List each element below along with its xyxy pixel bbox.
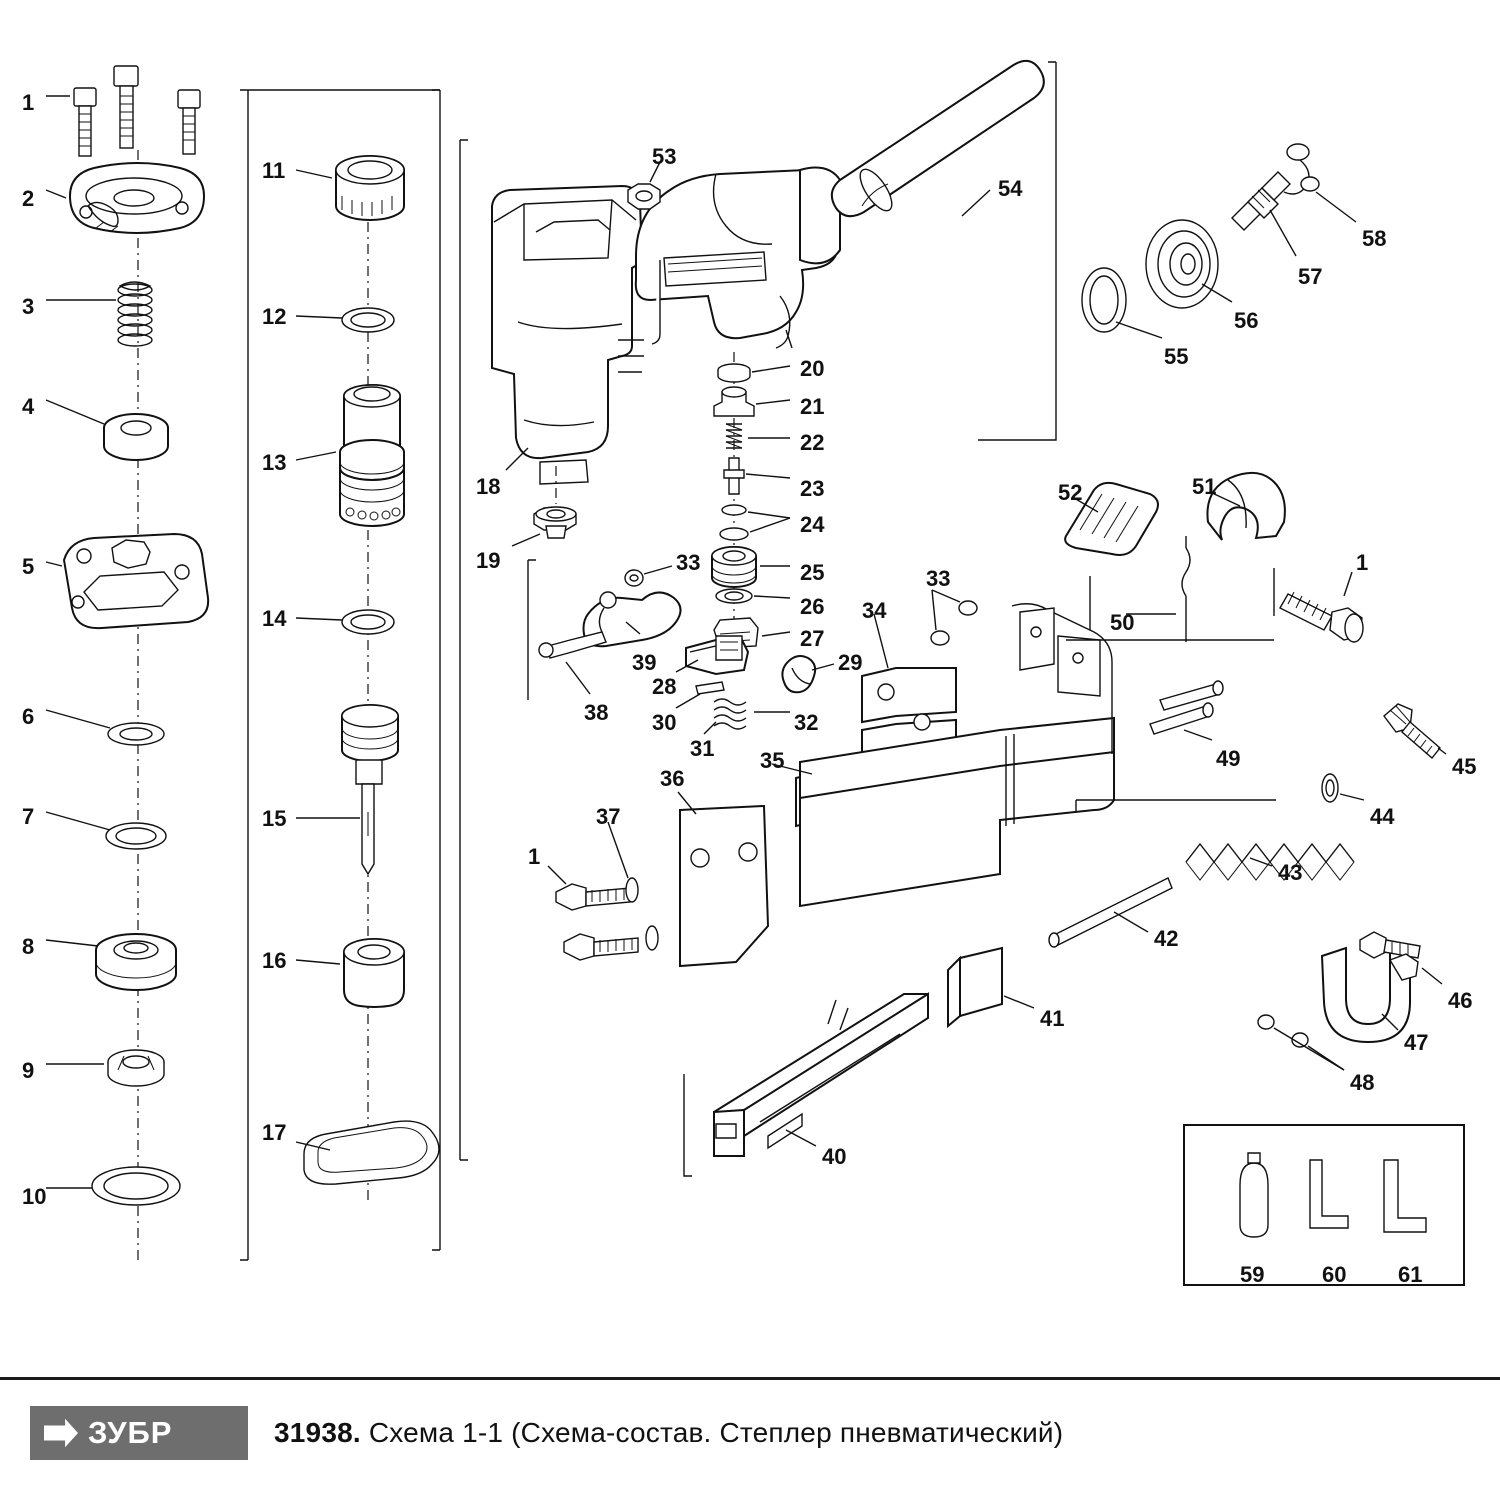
bracket-38 bbox=[528, 560, 536, 700]
part-18-housing bbox=[492, 186, 644, 484]
callout-15: 15 bbox=[262, 806, 287, 831]
callout-9: 9 bbox=[22, 1058, 35, 1083]
callout-21: 21 bbox=[800, 394, 825, 419]
part-15-driver-blade bbox=[296, 705, 398, 874]
callout-27: 27 bbox=[800, 626, 825, 651]
part-25-valve-seat bbox=[712, 547, 790, 587]
part-53-nut bbox=[628, 162, 660, 209]
callout-40: 40 bbox=[822, 1144, 847, 1169]
callout-11: 11 bbox=[262, 158, 286, 183]
callout-12: 12 bbox=[262, 304, 287, 329]
callout-36: 36 bbox=[660, 766, 685, 791]
part-49-pins bbox=[1150, 681, 1223, 740]
callout-60: 60 bbox=[1322, 1262, 1347, 1287]
part-43-spring bbox=[1186, 844, 1354, 880]
callout-50: 50 bbox=[1110, 610, 1135, 635]
part-57-fitting bbox=[1232, 172, 1296, 256]
callout-33: 33 bbox=[676, 550, 701, 575]
part-11-cap bbox=[296, 156, 404, 220]
callout-5: 5 bbox=[22, 554, 35, 579]
callout-20: 20 bbox=[800, 356, 825, 381]
callout-53: 53 bbox=[652, 144, 677, 169]
callout-58: 58 bbox=[1362, 226, 1387, 251]
part-45-screw bbox=[1384, 704, 1446, 758]
bracket-40 bbox=[684, 1074, 692, 1176]
part-37-washers bbox=[608, 822, 658, 950]
part-14-oring bbox=[296, 610, 394, 634]
callout-47: 47 bbox=[1404, 1030, 1429, 1055]
part-28-lever bbox=[676, 636, 748, 674]
part-4-washer bbox=[46, 400, 168, 460]
callout-16: 16 bbox=[262, 948, 287, 973]
callout-25: 25 bbox=[800, 560, 825, 585]
part-20-washer bbox=[718, 364, 790, 382]
part-23-stem bbox=[724, 458, 790, 494]
callout-43: 43 bbox=[1278, 860, 1303, 885]
part-26-washer bbox=[716, 589, 790, 603]
callout-24: 24 bbox=[800, 512, 825, 537]
part-7-oring bbox=[46, 812, 166, 849]
part-21-valve bbox=[714, 387, 790, 416]
part-33-pin-left bbox=[625, 566, 672, 586]
callout-28: 28 bbox=[652, 674, 677, 699]
part-16-bumper bbox=[296, 939, 404, 1007]
callout-45: 45 bbox=[1452, 754, 1477, 779]
part-56-cap bbox=[1146, 220, 1232, 308]
callout-38: 38 bbox=[584, 700, 609, 725]
callout-2: 2 bbox=[22, 186, 35, 211]
diagram-code: 31938. bbox=[274, 1417, 361, 1448]
callout-49: 49 bbox=[1216, 746, 1241, 771]
callout-29: 29 bbox=[838, 650, 863, 675]
part-10-ring bbox=[46, 1167, 180, 1205]
callout-18: 18 bbox=[476, 474, 501, 499]
callout-1: 1 bbox=[528, 844, 541, 869]
callout-41: 41 bbox=[1040, 1006, 1065, 1031]
callout-46: 46 bbox=[1448, 988, 1473, 1013]
part-5-base-plate bbox=[46, 534, 208, 628]
part-51-cap bbox=[1207, 473, 1284, 540]
callout-55: 55 bbox=[1164, 344, 1189, 369]
lead-54 bbox=[962, 190, 990, 216]
part-46-screws bbox=[1360, 932, 1442, 984]
callout-4: 4 bbox=[22, 394, 35, 419]
part-2-cap bbox=[46, 163, 204, 233]
part-50-spring-wire bbox=[1126, 536, 1190, 642]
part-33-pins-right bbox=[931, 590, 977, 645]
callout-31: 31 bbox=[690, 736, 715, 761]
callout-26: 26 bbox=[800, 594, 825, 619]
part-31-spring bbox=[704, 699, 746, 734]
part-9-washer bbox=[46, 1050, 164, 1086]
part-44-washer bbox=[1322, 774, 1364, 802]
callout-54: 54 bbox=[998, 176, 1023, 201]
tools-legend-box bbox=[1184, 1125, 1464, 1285]
callout-8: 8 bbox=[22, 934, 35, 959]
callout-7: 7 bbox=[22, 804, 35, 829]
callout-3: 3 bbox=[22, 294, 35, 319]
callout-44: 44 bbox=[1370, 804, 1395, 829]
callout-30: 30 bbox=[652, 710, 677, 735]
callout-42: 42 bbox=[1154, 926, 1179, 951]
part-13-cylinder bbox=[296, 385, 404, 526]
callout-57: 57 bbox=[1298, 264, 1323, 289]
diagram-caption-text: Схема 1-1 (Схема-состав. Степлер пневматический) bbox=[368, 1417, 1064, 1448]
callout-37: 37 bbox=[596, 804, 621, 829]
part-1-screws-lower bbox=[548, 866, 638, 960]
diagram-caption bbox=[274, 1417, 1063, 1449]
callout-19: 19 bbox=[476, 548, 501, 573]
part-22-spring bbox=[726, 424, 790, 448]
callout-33: 33 bbox=[926, 566, 951, 591]
callout-17: 17 bbox=[262, 1120, 287, 1145]
brand-name: ЗУБР bbox=[88, 1415, 173, 1450]
tool-body-head bbox=[636, 61, 1044, 348]
callout-51: 51 bbox=[1192, 474, 1217, 499]
callout-52: 52 bbox=[1058, 480, 1083, 505]
part-38-pin bbox=[539, 632, 606, 694]
part-1-screw-right bbox=[1280, 572, 1363, 642]
footer-bar bbox=[0, 1377, 1500, 1500]
brand-logo bbox=[30, 1406, 248, 1460]
callout-10: 10 bbox=[22, 1184, 47, 1209]
part-1-screws bbox=[46, 66, 200, 156]
callout-1: 1 bbox=[22, 90, 35, 115]
callout-14: 14 bbox=[262, 606, 287, 631]
callout-32: 32 bbox=[794, 710, 819, 735]
callout-34: 34 bbox=[862, 598, 887, 623]
part-8-piston bbox=[46, 934, 176, 990]
callout-6: 6 bbox=[22, 704, 35, 729]
callout-56: 56 bbox=[1234, 308, 1259, 333]
part-36-side-plate bbox=[678, 792, 768, 966]
part-12-oring bbox=[296, 308, 394, 332]
part-3-spring bbox=[46, 282, 152, 346]
part-6-washer bbox=[46, 710, 164, 745]
callout-39: 39 bbox=[632, 650, 657, 675]
callout-59: 59 bbox=[1240, 1262, 1265, 1287]
callout-61: 61 bbox=[1398, 1262, 1423, 1287]
callout-13: 13 bbox=[262, 450, 287, 475]
part-17-gasket bbox=[296, 1121, 439, 1184]
part-41-pusher bbox=[948, 948, 1034, 1026]
arrow-in-square-icon bbox=[44, 1416, 78, 1450]
part-40-magazine bbox=[714, 994, 928, 1156]
part-58-clip bbox=[1284, 144, 1356, 222]
part-29-pawl bbox=[782, 656, 834, 692]
callout-35: 35 bbox=[760, 748, 785, 773]
callout-48: 48 bbox=[1350, 1070, 1375, 1095]
part-24-washers bbox=[720, 505, 790, 540]
callout-23: 23 bbox=[800, 476, 825, 501]
callout-1: 1 bbox=[1356, 550, 1369, 575]
callout-22: 22 bbox=[800, 430, 825, 455]
part-30-pin bbox=[676, 682, 724, 708]
